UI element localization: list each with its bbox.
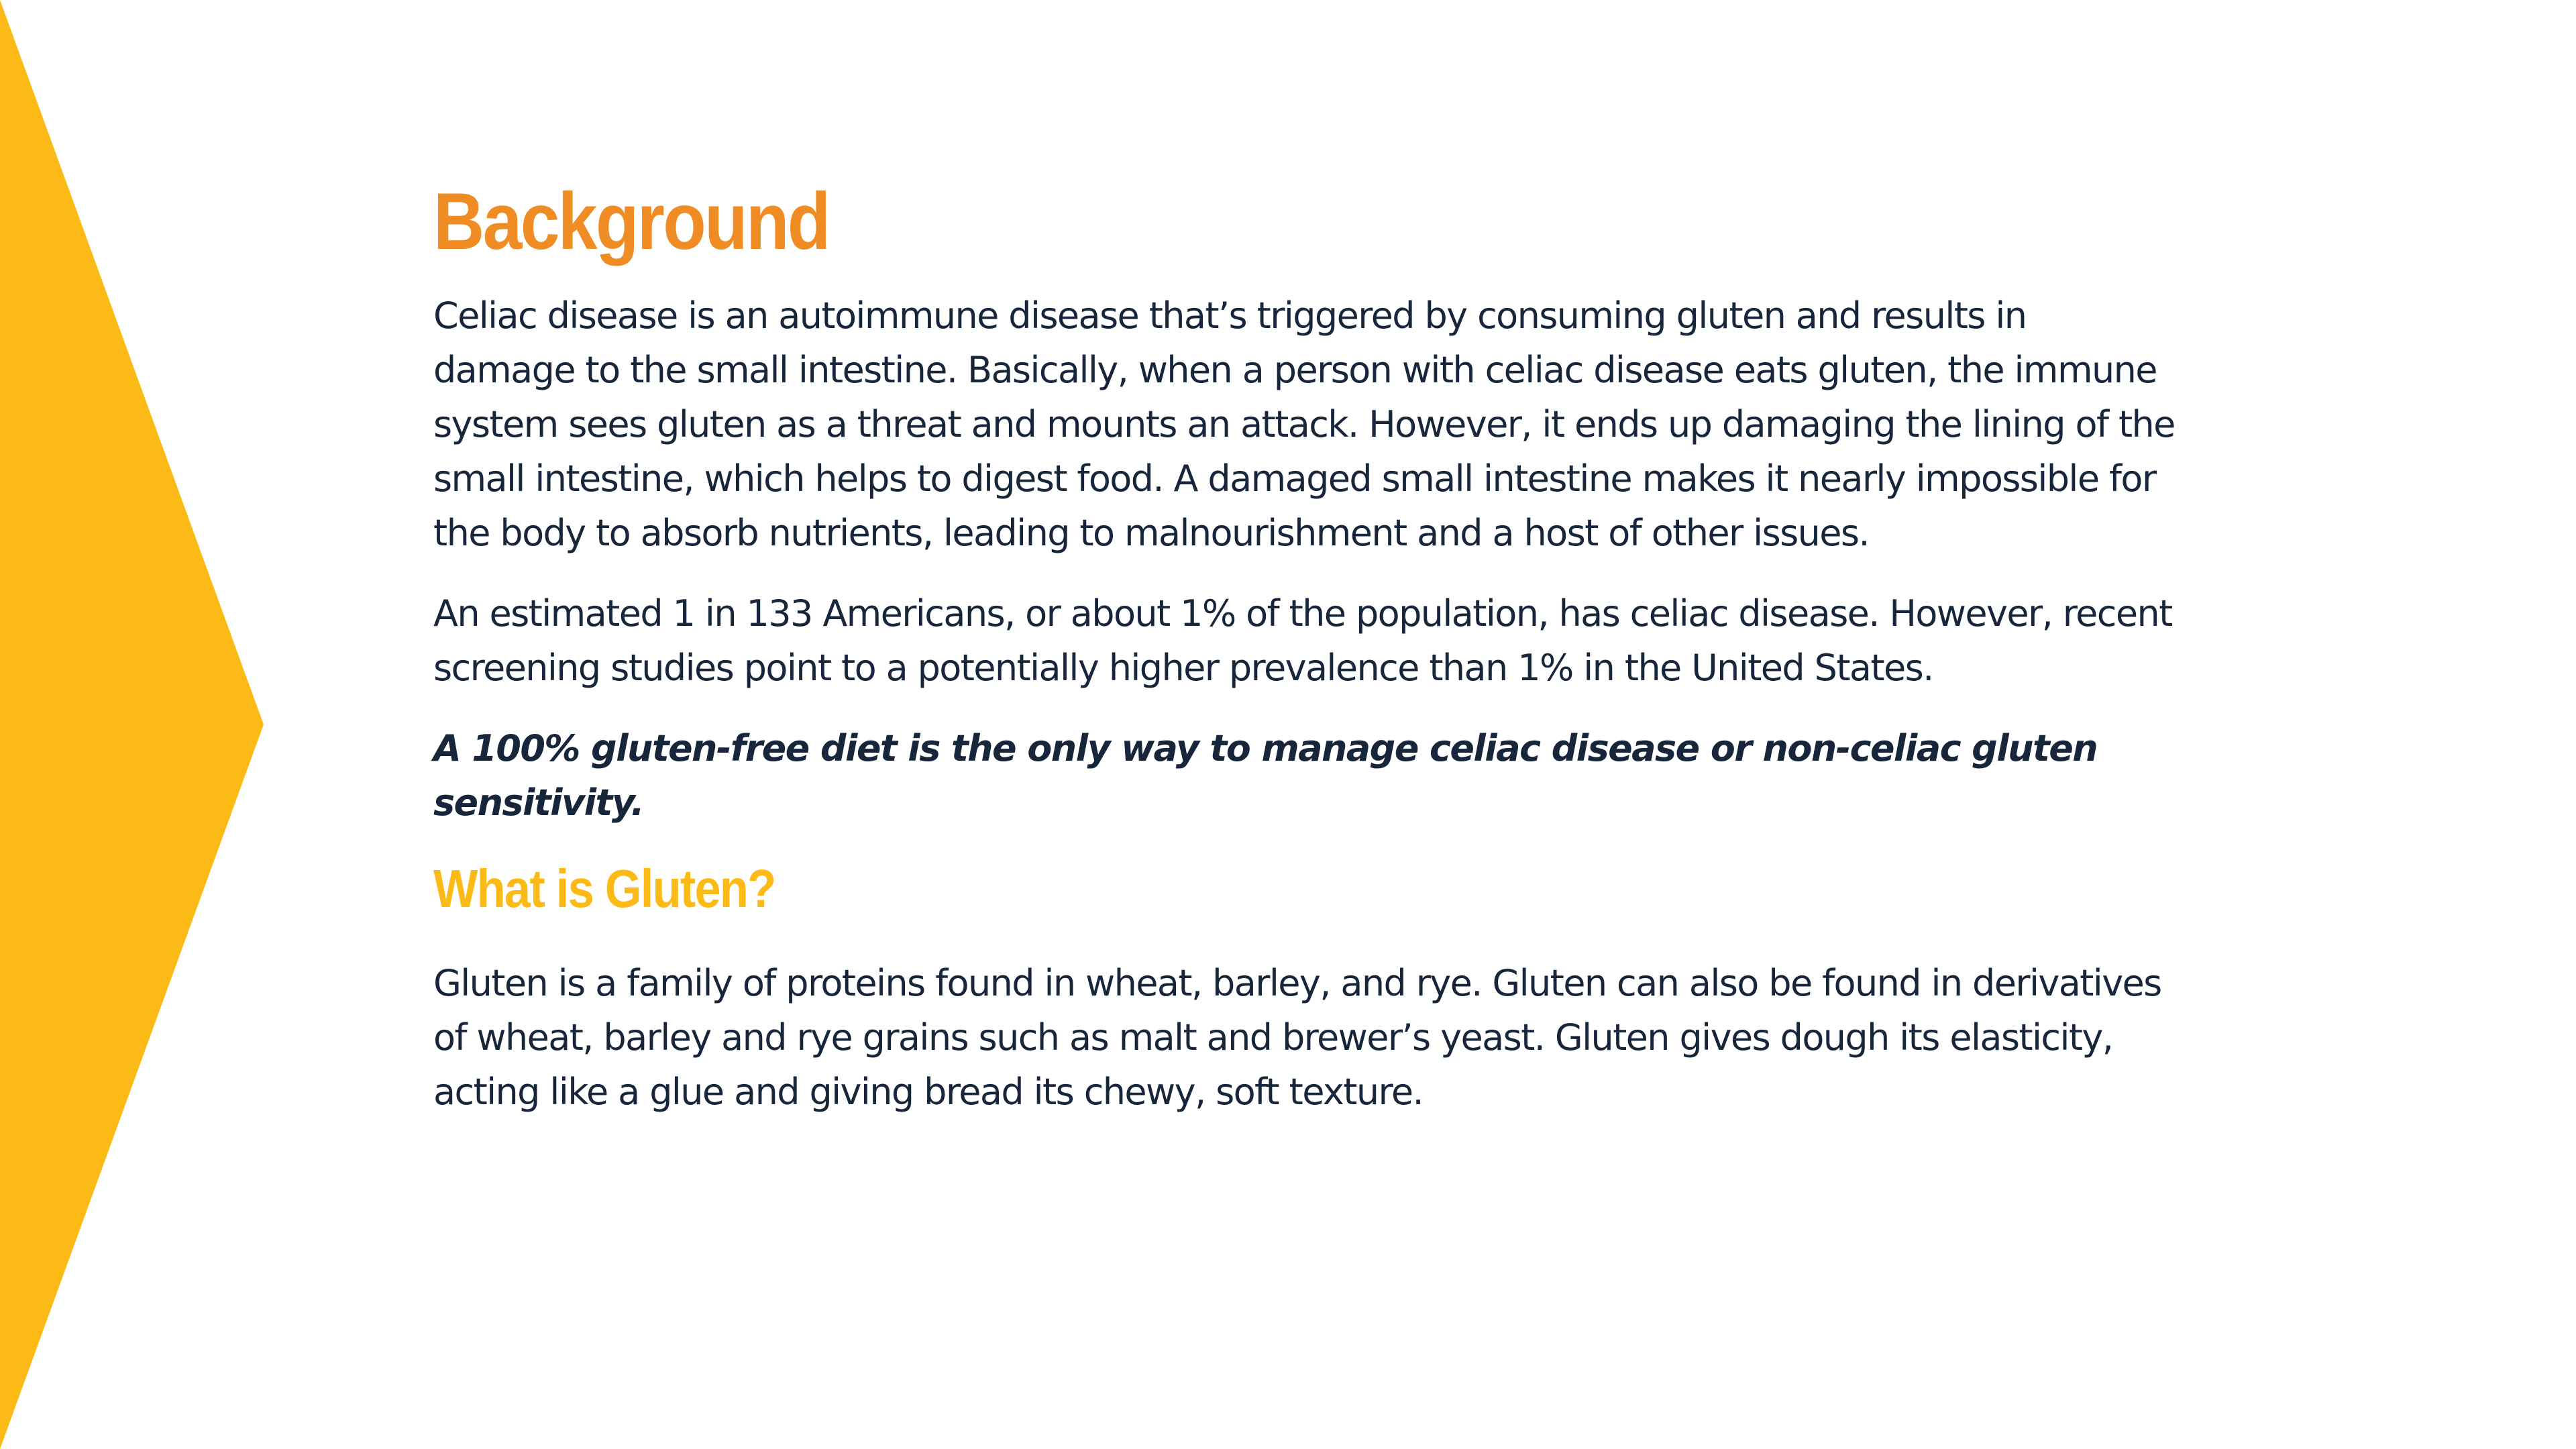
chevron-arrow-decoration xyxy=(0,0,268,1449)
prevalence-paragraph: An estimated 1 in 133 Americans, or about 1% of the population, has celiac disease. However, recent screening studies point to a potentially higher prevalence than 1% in the United States. xyxy=(433,592,2172,689)
emphasis-statement: A 100% gluten-free diet is the only way to manage celiac disease or non-celiac gluten sensitivity. xyxy=(433,727,2098,824)
intro-paragraph: Celiac disease is an autoimmune disease that’s triggered by consuming gluten and results in damage to the small intestine. Basically, when a person with celiac disease eats gluten, the immune system sees gluten as a threat and mounts an attack. However, it ends up damaging the lining of the small intestine, which helps to digest food. A damaged small intestine makes it nearly impossible for the body to absorb nutrients, leading to malnourishment and a host of other issues. xyxy=(433,294,2175,554)
gluten-paragraph: Gluten is a family of proteins found in wheat, barley, and rye. Gluten can also be found in derivatives of wheat, barley and rye grains such as malt and brewer’s yeast. Gluten gives dough its elasticity, acting like a glue and giving bread its chewy, soft texture. xyxy=(433,962,2161,1113)
chevron-shape xyxy=(0,0,264,1449)
section-heading: What is Gluten? xyxy=(433,859,775,918)
page-title: Background xyxy=(433,176,829,266)
main-content xyxy=(433,176,2178,1145)
